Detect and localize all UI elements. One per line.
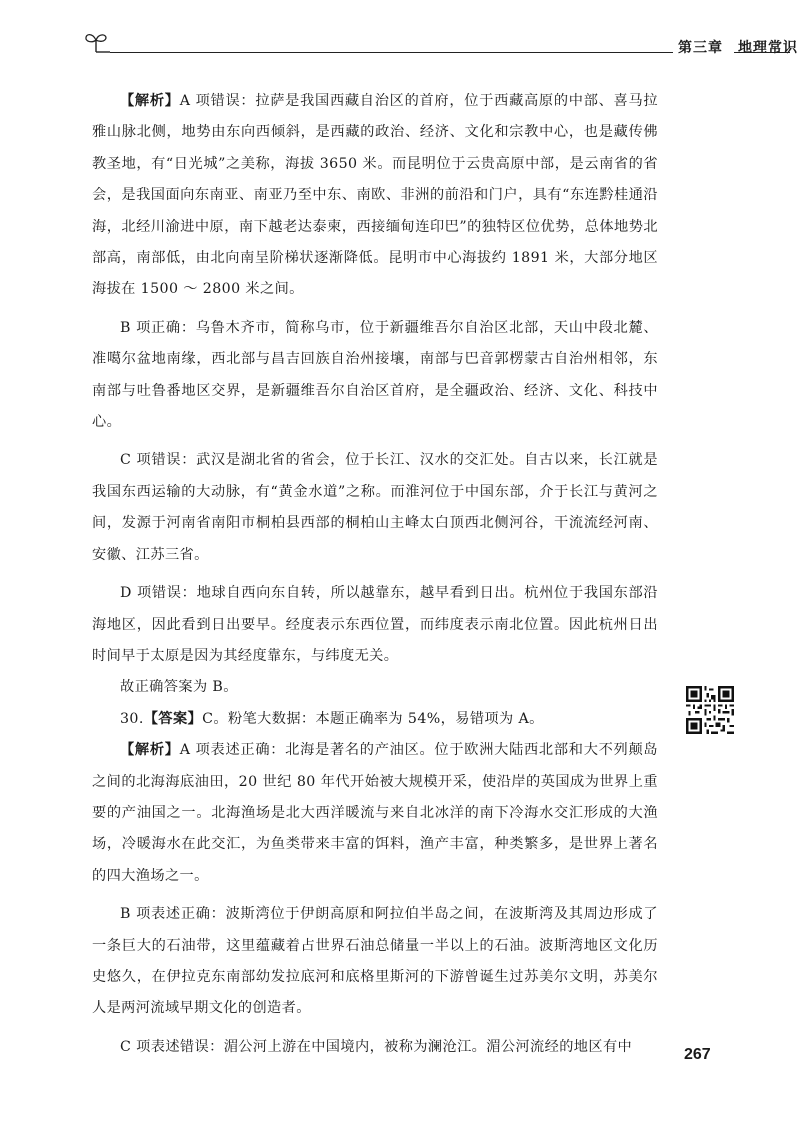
paragraph-text: A 项错误：拉萨是我国西藏自治区的首府，位于西藏高原的中部、喜马拉雅山脉北侧，地势由东向西倾斜，是西藏的政治、经济、文化和宗教中心，也是藏传佛教圣地，有“日光城”之美称，海拔 3650 米。而昆明位于云贵高原中部，是云南省的省会，是我国面向东南亚、南亚乃至中东、南欧、非洲的前沿和门户，具有“东连黔桂通沿海，北经川渝进中原，南下越老达泰柬，西接缅甸连印巴”的独特区位优势，总体地势北部高，南部低，由北向南呈阶梯状逐渐降低。昆明市中心海拔约 1891 米，大部分地区海拔在 1500 ～ 2800 米之间。: [92, 93, 658, 298]
paragraph-analysis-30a: [92, 735, 658, 892]
paragraph-text: A 项表述正确：北海是著名的产油区。位于欧洲大陆西北部和大不列颠岛之间的北海海底油田，20 世纪 80 年代开始被大规模开采，使沿岸的英国成为世界上重要的产油国之一。北海渔场是北大西洋暖流与来自北冰洋的南下冷海水交汇形成的大渔场，冷暖海水在此交汇，为鱼类带来丰富的饵料，渔产丰富，种类繁多，是世界上著名的四大渔场之一。: [92, 742, 658, 884]
paragraph-option-c: [92, 445, 658, 571]
paragraph-option-c-30: [92, 1032, 658, 1063]
chapter-title: 第三章 地理常识: [678, 40, 798, 56]
header-rule-left: [110, 52, 673, 53]
paragraph-answer-30: [92, 704, 658, 735]
running-header: [82, 28, 798, 62]
question-number: 30.: [120, 710, 144, 727]
paragraph-option-b-30: [92, 899, 658, 1025]
paragraph-text: C 项错误：武汉是湖北省的省会，位于长江、汉水的交汇处。自古以来，长江就是我国东西运输的大动脉，有“黄金水道”之称。而淮河位于中国东部，介于长江与黄河之间，发源于河南省南阳市桐柏县西部的桐柏山主峰太白顶西北侧河谷，干流流经河南、安徽、江苏三省。: [92, 452, 658, 563]
paragraph-text: C 项表述错误：湄公河上游在中国境内，被称为澜沧江。湄公河流经的地区有中: [120, 1038, 633, 1055]
paragraph-analysis-a: [92, 86, 658, 306]
paragraph-text: 故正确答案为 B。: [120, 679, 238, 696]
body-text: [92, 86, 658, 1063]
label-analysis: 【解析】: [120, 93, 180, 109]
label-analysis: 【解析】: [120, 742, 180, 759]
paragraph-option-b: [92, 313, 658, 439]
label-answer: 【答案】: [143, 710, 203, 727]
paragraph-text: D 项错误：地球自西向东自转，所以越靠东，越早看到日出。杭州位于我国东部沿海地区，因此看到日出要早。经度表示东西位置，而纬度表示南北位置。因此杭州日出时间早于太原是因为其经度靠东，与纬度无关。: [92, 585, 658, 664]
paragraph-option-d: [92, 578, 658, 672]
sprout-icon: [82, 30, 110, 54]
paragraph-text: B 项表述正确：波斯湾位于伊朗高原和阿拉伯半岛之间，在波斯湾及其周边形成了一条巨大的石油带，这里蕴藏着占世界石油总储量一半以上的石油。波斯湾地区文化历史悠久，在伊拉克东南部幼发拉底河和底格里斯河的下游曾诞生过苏美尔文明，苏美尔人是两河流域早期文化的创造者。: [92, 906, 658, 1017]
paragraph-conclusion: [92, 672, 658, 703]
paragraph-text: C。粉笔大数据：本题正确率为 54%，易错项为 A。: [202, 710, 544, 727]
qr-code[interactable]: [686, 686, 734, 734]
page-number: 267: [684, 1046, 711, 1063]
paragraph-text: B 项正确：乌鲁木齐市，简称乌市，位于新疆维吾尔自治区北部，天山中段北麓、准噶尔盆地南缘，西北部与昌吉回族自治州接壤，南部与巴音郭楞蒙古自治州相邻，东南部与吐鲁番地区交界，是新疆维吾尔自治区首府，是全疆政治、经济、文化、科技中心。: [92, 319, 658, 431]
header-rule-right: [734, 52, 790, 53]
